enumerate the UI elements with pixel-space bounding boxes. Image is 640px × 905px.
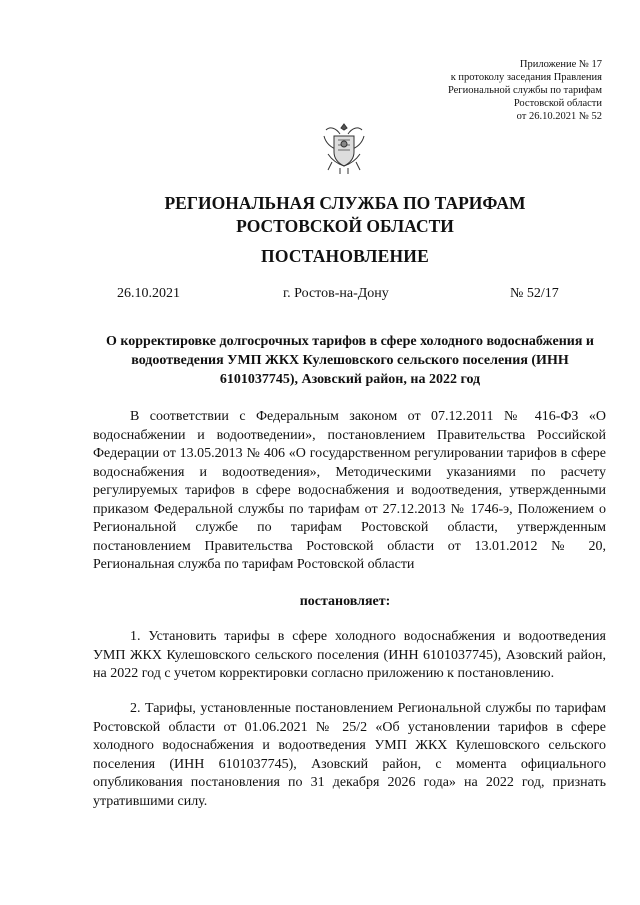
approval-note-line: Приложение № 17 — [519, 59, 602, 70]
document-number: № 52/17 — [510, 286, 559, 301]
rostov-coat-of-arms-icon — [318, 118, 370, 176]
document-date: 26.10.2021 — [117, 286, 180, 301]
approval-note-line: от 26.10.2021 № 52 — [516, 111, 602, 122]
document-kind: ПОСТАНОВЛЕНИЕ — [261, 246, 429, 266]
approval-note-line: Ростовской области — [513, 98, 602, 109]
preamble-paragraph: В соответствии с Федеральным законом от 07.12.2011 № 416-ФЗ «О водоснабжении и водоотведении», постановлением Правительства Российской Федерации от 13.05.2013 № 406 «О государственном регулировании тарифов в сфере водоснабжения и водоотведения», Методическими указаниями по расчету регулируемых тарифов в сфере водоснабжения и водоотведения, утвержденными приказом Федеральной службы по тарифам от 27.12.2013 № 1746-э, Положением о Региональной службе по тарифам Ростовской области, утвержденным постановлением Правительства Ростовской области от 13.01.2012 № 20, Региональная служба по тарифам Ростовской области — [93, 409, 606, 572]
document-subject: О корректировке долгосрочных тарифов в сфере холодного водоснабжения и водоотведения УМП ЖКХ Кулешовского сельского поселения (ИНН 6101037745), Азовский район, на 2022 год — [106, 334, 594, 387]
document-city: г. Ростов-на-Дону — [283, 286, 389, 301]
organization-title — [0, 192, 640, 238]
organization-title-line: РОСТОВСКОЙ ОБЛАСТИ — [236, 216, 454, 236]
approval-note-line: к протоколу заседания Правления — [450, 72, 602, 83]
resolution-item-1: 1. Установить тарифы в сфере холодного водоснабжения и водоотведения УМП ЖКХ Кулешовского сельского поселения (ИНН 6101037745), Азовский район, на 2022 год с учетом корректировки согласно приложению к постановлению. — [93, 629, 606, 681]
approval-note-line: Региональной службы по тарифам — [447, 85, 602, 96]
resolves-heading: постановляет: — [299, 594, 391, 609]
resolution-item-2: 2. Тарифы, установленные постановлением Региональной службы по тарифам Ростовской области от 01.06.2021 № 25/2 «Об установлении тарифов в сфере холодного водоснабжения и водоотведения УМП ЖКХ Кулешовского сельского поселения (ИНН 6101037745), Азовский район, с момента официального опубликования постановления по 31 декабря 2026 года» на 2022 год, признать утратившими силу. — [93, 701, 606, 809]
approval-note — [448, 58, 602, 123]
organization-title-line: РЕГИОНАЛЬНАЯ СЛУЖБА ПО ТАРИФАМ — [164, 193, 526, 213]
